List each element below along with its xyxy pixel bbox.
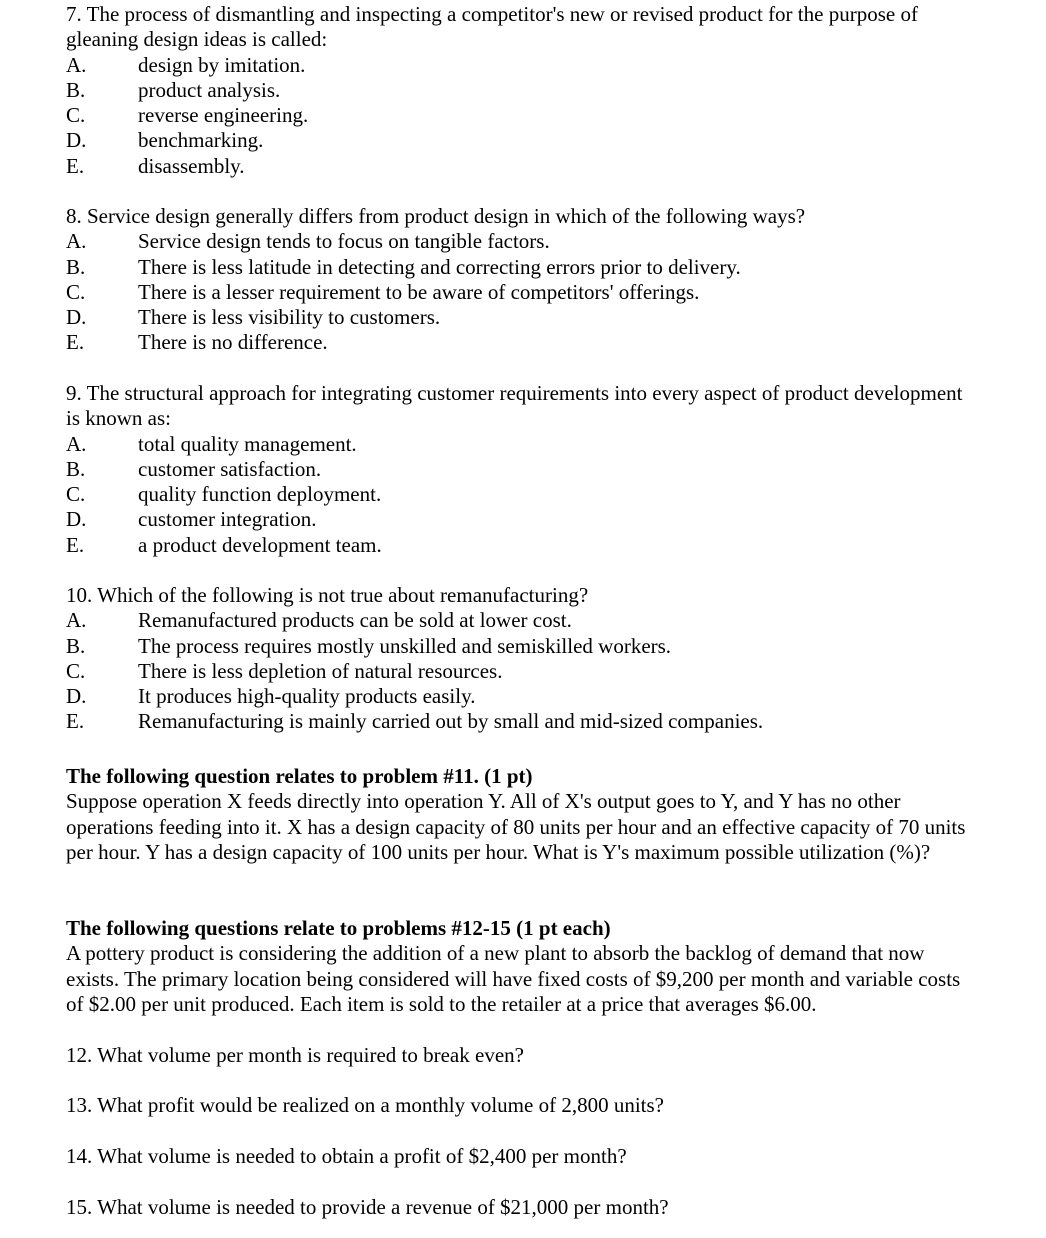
option-d	[66, 305, 981, 330]
question-10	[66, 583, 981, 735]
question-8	[66, 204, 981, 356]
option-text: quality function deployment.	[138, 482, 382, 507]
option-b	[66, 78, 981, 103]
option-letter: C.	[66, 658, 86, 683]
option-letter: D.	[66, 684, 87, 709]
option-letter: B.	[66, 633, 86, 658]
option-letter: B.	[66, 456, 86, 481]
option-letter: A.	[66, 229, 87, 254]
option-text: Remanufacturing is mainly carried out by small and mid-sized companies.	[138, 709, 764, 734]
option-letter: B.	[66, 254, 86, 279]
option-text: There is no difference.	[138, 330, 328, 355]
option-c	[66, 103, 981, 128]
option-text: The process requires mostly unskilled and semiskilled workers.	[138, 633, 672, 658]
question-14	[66, 1144, 981, 1169]
option-text: design by imitation.	[138, 52, 306, 77]
option-text: customer integration.	[138, 507, 317, 532]
option-text: disassembly.	[138, 153, 245, 178]
option-letter: D.	[66, 128, 87, 153]
option-letter: C.	[66, 482, 86, 507]
problem-11-body: Suppose operation X feeds directly into operation Y. All of X's output goes to Y, and Y has no other operations feeding into it. X has a design capacity of 80 units per hour and an effective capacity of 70 units per hour. Y has a design capacity of 100 units per hour. What is Y's maximum possible utilization (%)?	[66, 789, 966, 864]
option-text: customer satisfaction.	[138, 456, 322, 481]
option-text: a product development team.	[138, 532, 382, 557]
option-a	[66, 53, 981, 78]
option-text: There is less visibility to customers.	[138, 305, 441, 330]
option-letter: C.	[66, 103, 86, 128]
question-stem: 9. The structural approach for integrating customer requirements into every aspect of product development is known as:	[66, 381, 963, 431]
question-12	[66, 1043, 981, 1068]
question-15	[66, 1195, 981, 1220]
question-stem: 10. Which of the following is not true about remanufacturing?	[66, 583, 589, 607]
option-b	[66, 457, 981, 482]
option-d	[66, 507, 981, 532]
problem-11-heading: The following question relates to problem #11. (1 pt)	[66, 764, 533, 788]
question-stem: 8. Service design generally differs from product design in which of the following ways?	[66, 204, 806, 228]
option-letter: A.	[66, 608, 87, 633]
option-c	[66, 482, 981, 507]
option-text: reverse engineering.	[138, 103, 309, 128]
option-text: total quality management.	[138, 431, 357, 456]
option-c	[66, 280, 981, 305]
option-a	[66, 608, 981, 633]
option-letter: E.	[66, 709, 85, 734]
option-text: Remanufactured products can be sold at lower cost.	[138, 608, 572, 633]
option-e	[66, 533, 981, 558]
option-a	[66, 229, 981, 254]
option-text: Service design tends to focus on tangible factors.	[138, 229, 550, 254]
option-c	[66, 659, 981, 684]
option-a	[66, 432, 981, 457]
option-b	[66, 634, 981, 659]
option-letter: E.	[66, 330, 85, 355]
option-b	[66, 255, 981, 280]
question-7	[66, 2, 981, 179]
option-d	[66, 684, 981, 709]
problems-12-15-body: A pottery product is considering the addition of a new plant to absorb the backlog of demand that now exists. The primary location being considered will have fixed costs of $9,200 per month and variable costs of $2.00 per unit produced. Each item is sold to the retailer at a price that averages $6.00.	[66, 941, 961, 1016]
question-13-text: 13. What profit would be realized on a monthly volume of 2,800 units?	[66, 1093, 664, 1117]
option-letter: E.	[66, 532, 85, 557]
option-d	[66, 128, 981, 153]
option-letter: C.	[66, 279, 86, 304]
question-15-text: 15. What volume is needed to provide a revenue of $21,000 per month?	[66, 1195, 669, 1219]
option-letter: A.	[66, 52, 87, 77]
option-e	[66, 330, 981, 355]
option-letter: E.	[66, 153, 85, 178]
option-letter: B.	[66, 77, 86, 102]
problems-12-15-heading: The following questions relate to problems #12-15 (1 pt each)	[66, 916, 611, 940]
option-e	[66, 709, 981, 734]
option-text: There is less depletion of natural resources.	[138, 658, 503, 683]
option-e	[66, 154, 981, 179]
option-letter: D.	[66, 305, 87, 330]
option-text: product analysis.	[138, 77, 281, 102]
question-14-text: 14. What volume is needed to obtain a profit of $2,400 per month?	[66, 1144, 627, 1168]
option-text: It produces high-quality products easily.	[138, 684, 476, 709]
option-text: benchmarking.	[138, 128, 264, 153]
option-letter: A.	[66, 431, 87, 456]
problem-11-section	[66, 764, 981, 865]
question-9	[66, 381, 981, 558]
option-text: There is less latitude in detecting and correcting errors prior to delivery.	[138, 254, 741, 279]
question-stem: 7. The process of dismantling and inspecting a competitor's new or revised product for the purpose of gleaning design ideas is called:	[66, 2, 918, 52]
question-12-text: 12. What volume per month is required to break even?	[66, 1043, 524, 1067]
question-13	[66, 1093, 981, 1118]
problems-12-15-section	[66, 916, 981, 1017]
option-text: There is a lesser requirement to be aware of competitors' offerings.	[138, 279, 700, 304]
option-letter: D.	[66, 507, 87, 532]
